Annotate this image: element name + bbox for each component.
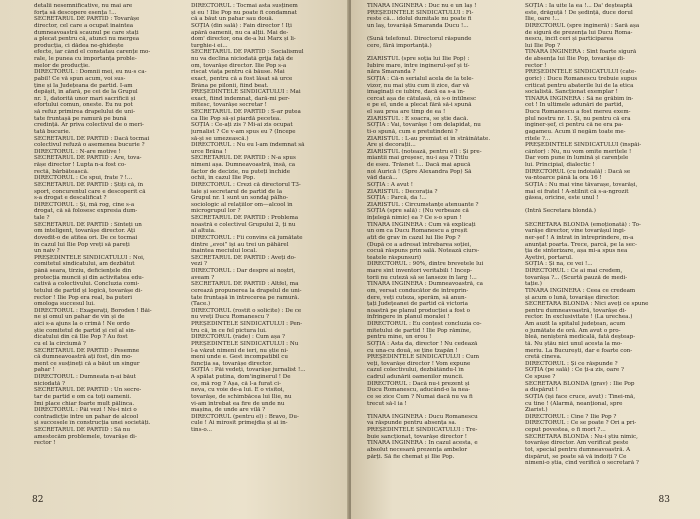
text-line: SECRETARUL DE PARTID : N-a spus xyxy=(191,155,296,162)
text-line: meni unde e. Gest incompatibil cu xyxy=(191,354,289,361)
text-line: ne și omul un pahar de vin și de xyxy=(34,314,125,321)
text-line: A spălat putina, dom'inginerul ! De xyxy=(191,374,291,380)
text-line: înțelegă nimic) ea ? Ce s-o spun ! xyxy=(367,215,462,221)
text-line: criticat pentru abaterile lui de la etica xyxy=(525,82,634,89)
text-line: aici s-a ajuns la o crimă ! Ne ordo xyxy=(34,321,130,327)
text-line: SECRETARUL DE PARTID : Are, tova- xyxy=(34,155,142,162)
text-line: DIRECTORUL : 90%, dintre brevetele lui xyxy=(367,261,484,268)
text-line: Ayetivi, portarul. xyxy=(525,254,573,261)
text-line: miantii mai greșesc, nu-i așa ? Titlu xyxy=(367,155,469,162)
text-line: tate fruntașă pe ramură pe bună xyxy=(34,115,127,122)
text-line: SOȚIA : Nu mai vine tăvarașe, tovarăși, xyxy=(525,181,638,188)
text-line: și eu ! Ilie Pop nu poate fi condamnat xyxy=(191,9,297,16)
text-line: PREȘEDINTELE SINDICATULUI : Fi- xyxy=(367,9,474,16)
text-line: înfrîngere în planul moralei ! xyxy=(367,314,450,321)
text-line: plul nostru nr. 1. Și, nu pentru că era xyxy=(525,115,631,122)
text-line: mitetului de partid ! Ilie Pop rămîne, xyxy=(367,327,472,334)
text-line: SECRETARUL DE PARTID : Tovarășe xyxy=(34,16,140,23)
text-line: ția de sinterizare, așa mi-a spus nea xyxy=(525,248,628,255)
text-line: neva, cu voie de-a lui. E o visitoi, xyxy=(191,387,285,394)
text-line: tovarășe, de schimbăcea lui Ilie, nu xyxy=(191,393,292,400)
text-line: noi Aurică ! (Spre Alexandra Pop) Să xyxy=(367,168,472,175)
text-line: efortului comun, oneste. Eu nu pot xyxy=(34,102,133,109)
text-line xyxy=(525,202,675,209)
text-line: cercat așa de cătulasă, că s-o întîlnesc xyxy=(367,95,477,102)
text-line: cet ! În ultimele adunări de partid, xyxy=(525,102,624,109)
text-line: ZIARISTUL : E soacra, se știe dacă. xyxy=(367,115,469,122)
text-line: să refuz primirea drapelului de uni- xyxy=(34,109,135,115)
text-line: SECRETARUL DE PARTID : Aveți do- xyxy=(191,254,296,261)
text-line: exact, fiind îndemnat, dară-mi per- xyxy=(191,95,290,102)
text-line: SOȚIA : Vai, tovarășe ! om delapidat, nu xyxy=(367,122,481,129)
text-line: TÎNĂRA INGINERĂ : Să ne grăbim în- xyxy=(525,95,634,102)
text-line: DIRECTORUL : Dumneata n-ai băut xyxy=(34,374,136,380)
text-line: PREȘEDINTELE SINDICATULUI : Mai xyxy=(191,89,301,96)
text-line: SECRETARUL DE PARTID : Să nu xyxy=(34,427,131,433)
text-line: director, cel care a ocupat înaintea xyxy=(34,22,134,29)
text-line: a dispărut ! xyxy=(525,387,558,394)
text-line: pentru mine, un erou ! xyxy=(367,334,432,341)
text-line: goric) : Ducu Romanescu trebuie supus xyxy=(525,75,638,82)
text-line: nu vreți Ducu Romanescu ? xyxy=(191,314,270,321)
text-line: ZIARISTUL : Circumstanțe atenuante ? xyxy=(367,201,479,208)
text-line: vizor, nu mai știu cum îi zice, dar vă xyxy=(367,82,470,89)
text-line: absolut necesară prezența ambelor xyxy=(367,446,468,453)
text-line: că a băut un pahar sau două. xyxy=(191,16,274,23)
text-line: exact, pentru că a fost lăsat să urce xyxy=(191,75,293,82)
left-page xyxy=(0,0,349,519)
text-line: rale, le punea cu importanța proble- xyxy=(34,56,137,62)
text-line: PREȘEDINTELE SINDICATULUI : Noi, xyxy=(34,254,145,261)
text-line: e pe el, unde a plecat fără să-i spună xyxy=(367,102,472,109)
text-line: riscat viața pentru că băuse. Mai xyxy=(191,69,285,76)
text-line: Am auzit la spitalul județean, acum xyxy=(525,321,626,327)
text-line: în cazul lui Ilie Pop vreți să pareți xyxy=(34,241,130,248)
text-line: TÎNĂRA INGINERĂ : Cum vă explicați xyxy=(367,221,476,228)
right-page-column-2 xyxy=(525,3,675,467)
text-line: SECRETARA BLONDĂ (grav) : Ilie Pop xyxy=(525,380,635,387)
text-line: contradicție între un pahar de alcool xyxy=(34,413,139,420)
text-line: cadrul adunării oamenilor muncii. xyxy=(367,374,464,380)
text-line: PREȘEDINTELE SINDICATULUI : Tre- xyxy=(367,427,478,433)
right-page xyxy=(351,0,700,519)
text-line: și acum o lună, tovarășe director. xyxy=(525,294,620,301)
text-line: credință. Ar priva colectivul de o meri- xyxy=(34,122,144,129)
text-line: DIRECTORUL (râde) : Cum așa ? xyxy=(191,334,285,341)
text-line: imaginați ce iubire, dacă ea s-a în- xyxy=(367,89,465,96)
text-line: tate fruntașă în întrecerea pe ramură. xyxy=(191,294,300,301)
text-line: DIRECTORUL : Păi vezi ! Nu-i nici o xyxy=(34,407,137,414)
text-line: ZIARISTUL : Decorația ? xyxy=(367,188,438,195)
text-line: DIRECTORUL : Ce se poate ? Ori a pri- xyxy=(525,420,637,427)
text-line: cu tine ! (Alarmă, neanțional, spre xyxy=(525,400,623,407)
text-line: DIRECTORUL (pentru el) : Bravo, Du- xyxy=(191,413,299,420)
text-line: dumneavoastră scaunul pe care stați xyxy=(34,29,139,36)
text-line: PREȘEDINTELE SINDICATULUI : Nu xyxy=(191,340,299,347)
text-line: pentru dumneavoastră, tovarășe di- xyxy=(525,307,627,314)
text-line: SECRETARUL DE PARTID : Un secre- xyxy=(34,387,142,394)
text-line: și succesele în construcția unei societăți. xyxy=(34,420,151,427)
text-line: om, tovarășe director. Ilie Pop s-a xyxy=(191,62,287,69)
text-line: DIRECTORUL : Ce ai mai credem, xyxy=(525,268,623,274)
text-line: tins-o... xyxy=(191,427,213,433)
text-line: Iubire mare, între inginerul-șef și tî- xyxy=(367,62,470,69)
text-line: ner-șef ! A intrat în întreprindere, m-a xyxy=(525,234,634,241)
text-line: tată bucurie. xyxy=(34,128,71,135)
text-line: Ducu Romanescu, aducând-o la nea- xyxy=(367,387,471,394)
text-line: forța să descopere esența !... xyxy=(34,9,117,16)
text-line: socialistă. Sancționat exemplar ! xyxy=(525,89,618,96)
text-line: SOȚIA : Ce-ați zis ? Mi-ai zis ocupat xyxy=(191,122,293,129)
text-line: va-ntoarce până la ora 16 ! xyxy=(525,175,602,182)
text-line: melor de producție. xyxy=(34,62,90,69)
text-line: noastră pe planul producției a fost o xyxy=(367,307,471,314)
text-line: tar de partid e om ca toți oamenii. xyxy=(34,393,132,400)
text-line: bleă, nenișteră medicală, fată deșteap- xyxy=(525,334,636,341)
text-line: TÎNĂRA INGINERĂ : Sînt foarte sigură xyxy=(525,49,637,56)
text-line: înaintea meciului local. xyxy=(191,248,258,255)
text-line: dispărut, se poate să vă îndoiți ? Ce xyxy=(525,453,627,460)
text-line: DIRECTORUL : Dacă nu-i prezent și xyxy=(367,380,470,387)
left-page-column-1 xyxy=(34,3,184,447)
text-line: vezi ? xyxy=(191,261,207,268)
text-line: rector ! Ilie Pop era real, ba puteri xyxy=(34,294,133,301)
text-line: Dar vom pune în lumină și carențele xyxy=(525,155,629,162)
text-line: inginer-șef, ci pentru că ne era pa- xyxy=(525,122,624,129)
text-line: nescu, încît ceri și participarea xyxy=(525,36,614,43)
text-line: tale ? xyxy=(34,215,50,221)
text-line: aveam ? xyxy=(191,274,215,281)
text-line: părți. Să fie chemat și Ilie Pop. xyxy=(367,453,455,460)
text-line: pahar ! xyxy=(34,367,55,374)
text-line: nimeni-o știa, cînd verifică o secretară ? xyxy=(525,460,639,467)
text-line: jurnalist ? Ce v-am spus eu ? (Începe xyxy=(191,128,296,135)
text-line: el sau prea are timp de ea ! xyxy=(367,109,446,115)
text-line: DIRECTORUL (cu indoială) : Dacă se xyxy=(525,168,631,175)
text-line: ceput povestea, o fi mort ?... xyxy=(525,427,606,433)
text-line: cântor) : Nu, nu vom omite meritele ! xyxy=(525,148,632,155)
text-line: cere, fără importanță.) xyxy=(367,42,432,49)
text-line: un naiv ? xyxy=(34,248,60,255)
text-line: rector ! xyxy=(34,440,56,447)
text-line: amestecăm problemele, tovarășe di- xyxy=(34,433,137,440)
text-line: SECRETARUL DE PARTID : Știți că, în xyxy=(34,181,144,188)
text-line: mai ei fratel ! A-ntîlnit că s-a-ngrozit xyxy=(525,188,629,195)
text-line: turghie-i ei... xyxy=(191,42,228,49)
text-line: mare sînt inventori veritabili ! Încep- xyxy=(367,268,473,274)
right-page-column-1 xyxy=(367,3,517,460)
text-line: DIRECTORUL : Exagerați, Boroden ! Băi- xyxy=(34,307,152,314)
text-line: meriu. La București, dar e foarte con- xyxy=(525,347,633,354)
left-page-column-2 xyxy=(191,3,341,434)
text-line: detalii nesemnificative, nu mai are xyxy=(34,3,133,9)
text-line: cerează propunerea la drapelul de uni- xyxy=(191,287,302,294)
text-line: SOȚIA : Parcă, da !... xyxy=(367,195,427,202)
text-line: DIRECTORUL : Cine ? Ilie Pop ? xyxy=(525,413,617,420)
text-line: colectivul refuză o asemenea bucurie ? xyxy=(34,142,145,149)
text-line: cu el la circiumă ? xyxy=(34,340,86,347)
text-line: DIRECTORUL : Și, mă rog, cine s-a xyxy=(34,201,135,208)
text-line: reste că... idolul dumitale nu poate fi xyxy=(367,16,472,23)
text-line: SECRETARA BLONDĂ : Nu-i știu nimic, xyxy=(525,433,638,440)
text-line: SOȚIA : Și na, ce vei !... xyxy=(525,261,593,268)
text-line: Ilie, oare !... xyxy=(525,16,560,23)
text-line: SECRETARUL DE PARTID : Altfel, ma xyxy=(191,281,299,288)
text-line: veți, tovarășe director ! Vom expune xyxy=(367,360,471,367)
text-line: știe comitetul de partid și cel al sin- xyxy=(34,327,136,334)
text-line: PREȘEDINTELE SINDICATULUI : Cum xyxy=(367,354,480,361)
text-line: ritele ?... xyxy=(525,135,551,142)
text-line: protecția muncii și din activitatea edu- xyxy=(34,274,144,281)
text-line: buie sancționat, tovarășe director ! xyxy=(367,433,468,440)
text-line xyxy=(367,30,517,37)
text-line: PREȘEDINTELE SINDICATULUI (cate- xyxy=(525,69,637,76)
text-line: un om ca Ducu Romanescu a greșit xyxy=(367,228,468,235)
text-line: Ducu Romanescu a fost mereu exem- xyxy=(525,109,631,115)
text-line: dovedit-o de atîtea ori. De ce tocmai xyxy=(34,234,138,241)
text-line: ca Ilie Pop să-și piardă pecetea. xyxy=(191,115,281,122)
text-line: DIRECTORUL : Ce spui, frate ? !... xyxy=(34,175,133,182)
text-line: că dumneavoastră ați fost, din mo- xyxy=(34,354,133,361)
left-page-number: 82 xyxy=(32,495,44,505)
text-line: tovarășe director. Am verificat peste xyxy=(525,440,629,447)
text-line: SECRETARA BLONDĂ : Nici aveți ce spune xyxy=(525,301,649,308)
text-line: tot, special pentru dumneavoastră. A xyxy=(525,446,631,453)
text-line: torii nu cuteză să se lanseze în larg !... xyxy=(367,274,477,281)
text-line: un laș, tovarășă Smaranda Ducu !... xyxy=(367,22,469,29)
text-line: producția, ci dădea ne-ghidește xyxy=(34,42,124,49)
text-line: al altuia. xyxy=(191,228,216,235)
text-line: (Sună telefonul. Directorul răspunde xyxy=(367,36,472,43)
text-line: ti-o spună, cum e pretutindeni ? xyxy=(367,128,458,135)
text-line: cu una-cu două, se ține tzapăn ! xyxy=(367,347,458,354)
text-line: de eseu. Trăsnet !... Dacă mai apucă xyxy=(367,162,471,168)
text-line: SOȚIA (pe sală) : Ce ți-a zis, oare ? xyxy=(525,367,625,374)
text-line: SECRETARUL DE PARTID : S-ar putea xyxy=(191,109,301,115)
text-line: dicatului din că Ilie Pop ? Au fost xyxy=(34,334,128,341)
text-line: cativă a colectivului. Concluzia comi- xyxy=(34,281,140,288)
text-line: văd dacă... xyxy=(367,175,398,182)
text-line: SOȚIA : Că-n serialul acela de la tele- xyxy=(367,75,474,82)
text-line: Are și decorații... xyxy=(367,142,416,149)
text-line: SECRETARUL DE PARTID : Socialismul xyxy=(191,49,304,56)
text-line: tație.) xyxy=(525,281,542,288)
text-line: ce, mă rog ? Așa, că l-a furat ci- xyxy=(191,380,281,387)
text-line: Ce spuse ? xyxy=(525,374,556,380)
text-line: DIRECTORUL : Și ce răspunde ? xyxy=(525,360,618,367)
text-line: tovarășa ?... (Scurtă pauză de medi- xyxy=(525,274,628,281)
text-line: a plecat pentru că, atunci nu mergea xyxy=(34,36,140,43)
text-line: varășe director, vine tovarășul ingi- xyxy=(525,228,626,235)
text-line: taie și secretarul de partid de la xyxy=(191,188,283,195)
text-line: lui Ilie Pop ? xyxy=(525,42,561,49)
text-line: omologa succesul lui. xyxy=(34,301,95,308)
text-line: Brâna pe pilonii, fiind beat. xyxy=(191,82,269,89)
text-line: gagameu. Acum îl negăm toate me- xyxy=(525,128,626,135)
text-line: dere, veți cuteza, sperăm, să anun- xyxy=(367,294,467,301)
text-line: rector. În exclusivitate ! (La urechea.) xyxy=(525,314,633,321)
text-line: lui. Principial, dialectic ! xyxy=(525,162,595,168)
text-line: este, drăguță ! De ședință, duce dorul xyxy=(525,9,633,16)
text-line: trecut să-l ia ! xyxy=(367,400,407,407)
text-line: mașina, de unde are vilă ? xyxy=(191,407,266,414)
text-line: ment ce susțineți că a băut un singur xyxy=(34,360,140,367)
text-line: om, versat conducător de întreprin- xyxy=(367,287,469,294)
text-line: efecte, iar când el constatau carențe mo- xyxy=(34,49,151,56)
text-line: găsea, oricine, este unul ! xyxy=(525,195,599,202)
text-line: cretă cineva. xyxy=(525,354,562,361)
text-line: TÎNĂRA INGINERĂ : Duc nu e un laș ! xyxy=(367,3,477,9)
text-line: DIRECTORUL (spre ingineră) : Sară așa xyxy=(525,22,640,29)
text-line: DIRECTORUL : Fii convins că jumătate xyxy=(191,234,303,241)
text-line: Îmi place chiar foarte mult pălinca. xyxy=(34,400,135,407)
text-line: rășe director ! Lupta n-a fost co- xyxy=(34,162,127,168)
text-line: ZIARISTUL (spre soția lui Ilie Pop) : xyxy=(367,56,470,62)
text-line: până seara, tîrziu, deficiențele din xyxy=(34,268,132,274)
text-line: tă. Nu ștău nici unul acesta la mo- xyxy=(525,340,623,347)
text-line: SECRETARUL DE PARTID : Sînteți un xyxy=(34,221,142,228)
text-line: apără oamenii, nu ca alții. Mai de- xyxy=(191,29,289,36)
text-line: TÎNĂRA INGINERĂ : Ceea ce credeam xyxy=(525,287,636,294)
text-line: ZIARISTUL : L-au premiat ei în străinătate. xyxy=(367,135,491,142)
text-line: ține și la Județeana de partid. I-am xyxy=(34,82,133,89)
text-line: drogat, că să folosesc expresia dum- xyxy=(34,208,138,215)
text-line: tru că, în ce fel pictura lui. xyxy=(191,327,267,334)
text-line: (După ce a adresat întrebarea soției, xyxy=(367,241,472,248)
text-line xyxy=(367,407,517,414)
text-line: (Intră Secretara blondă.) xyxy=(525,208,596,215)
text-line: cazul colectivului, dezbătându-l în xyxy=(367,367,464,374)
text-line: SECRETARA BLONDĂ (emoționată) : To- xyxy=(525,221,641,228)
text-line: SOȚIA (din sală) : Fain director ! Îți xyxy=(191,22,292,29)
text-line: factor de decizie, nu puteți închide xyxy=(191,168,291,175)
text-line: ce se zice Cum ? Numai dacă nu va fi xyxy=(367,393,473,400)
text-line: o jumătate de oră. Am avut o pro- xyxy=(525,327,621,334)
text-line: dintre „evoi” își au trei un păhărel xyxy=(191,241,289,248)
text-line: (Tace.) xyxy=(191,301,211,308)
text-line: l-a văzut nimeni de ieri, nu știe ni- xyxy=(191,347,289,354)
text-line: comitetul sindicatului, am dezbătut xyxy=(34,261,135,268)
text-line: DIRECTORUL : Crezi că directorul T3- xyxy=(191,181,301,188)
text-line: anunțat poarta. Trece, parcă, pe la sec- xyxy=(525,241,637,248)
text-line: atît de grav în cazul lui Ilie Pop ? xyxy=(367,234,461,241)
text-line: depășit, în afară, pe cei de la Grupul xyxy=(34,89,138,96)
text-line: să-și se umezească.) xyxy=(191,135,249,142)
text-line: SECRETARUL DE PARTID : Problema xyxy=(191,215,299,221)
text-line: niciodată ? xyxy=(34,380,65,387)
text-line: va răspunde pentru absența sa. xyxy=(367,420,457,427)
text-line: ZIARISTUL (notează, pentru el) : Și pre- xyxy=(367,148,482,155)
text-line: rectă, bărbătească. xyxy=(34,168,89,175)
text-line xyxy=(525,215,675,222)
text-line: cule ! Ai mirosit primejdia și ai in- xyxy=(191,420,288,427)
text-line: nimeni așa. Dumneavoastră, însă, ca xyxy=(191,162,296,168)
text-line: SECRETARUL DE PARTID : Dacă tocmai xyxy=(34,135,150,142)
right-page-number: 83 xyxy=(658,495,670,505)
text-line: pabil! Ce vă spun acum, voi sus- xyxy=(34,75,126,82)
text-line: SOȚIA (își face cruce, avut) : Tînei-mă, xyxy=(525,393,636,400)
text-line: nr. 1, datorită unor mari sacrificii și xyxy=(34,95,136,102)
text-line: SOȚIA : Ia uite la ea !... Da' deșteaptă xyxy=(525,3,633,9)
text-line: s-a drogat e descalificat ? xyxy=(34,195,107,202)
text-line: DIRECTORUL : Dar despre ai noștri, xyxy=(191,268,296,274)
text-line: nu va declina niciodată grija față de xyxy=(191,56,294,62)
text-line: PREȘEDINTELE SINDICATULUI (înspăi- xyxy=(525,142,642,149)
text-line: tetului de partid și logică, tovarășe di- xyxy=(34,287,143,294)
text-line: de absența lui Ilie Pop, tovarășe di- xyxy=(525,56,625,62)
text-line: DIRECTORUL : N-are motive ! xyxy=(34,148,121,155)
text-line: mitesc, tovarășe secretar ! xyxy=(191,102,267,109)
text-line: TÎNĂRA INGINERĂ : Dumneavoastră, ca xyxy=(367,281,484,288)
text-line: funcția sa, tovarășe director. xyxy=(191,360,273,367)
text-line: noastră e colectivul Grupului 2, ți nu xyxy=(191,221,296,228)
text-line: Ziarist.) xyxy=(525,407,548,414)
text-line: teatele răspunsuri) xyxy=(367,254,422,261)
text-line: DIRECTORUL : Tocmai asta susținem xyxy=(191,3,298,9)
text-line: SOȚIA : Asta da, director ! Nu cedează xyxy=(367,340,478,347)
text-line: de sigură de prezența lui Ducu Roma- xyxy=(525,29,633,36)
text-line: PREȘEDINTELE SINDICATULUI : Pen- xyxy=(191,321,303,327)
text-line: microgrupul lor ? xyxy=(191,208,241,215)
text-line: țați Județeanei de partid că victoria xyxy=(367,301,468,308)
text-line: om inteligent, tovarășe director. Ați xyxy=(34,228,136,235)
text-line: Grupul nr. 1 sunt un sondaj pălho- xyxy=(191,195,288,202)
text-line: TÎNĂRA INGINERĂ : Ducu Romanescu xyxy=(367,413,478,420)
text-line: cocuă răspuns prin sală. Notează ciurs- xyxy=(367,248,480,255)
text-line: SOȚIA : Păi vedeți, tovarășe jurnalist !... xyxy=(191,367,306,374)
text-line: sociologic al relațiilor om—alcool în xyxy=(191,201,293,208)
text-line: DIRECTORUL : Domnii mei, eu nu-s ca- xyxy=(34,69,147,76)
text-line: vi-am întrebat ea fire de unde nu xyxy=(191,400,285,407)
text-line: SECRETARUL DE PARTID : Pesemne xyxy=(34,347,140,354)
text-line: năra Smaranda ? xyxy=(367,69,416,76)
text-line: DIRECTORUL : Eu conțest concluzia co- xyxy=(367,321,482,327)
text-line: rector ! xyxy=(525,62,547,69)
text-line: urce Brâna ! xyxy=(191,148,227,155)
text-line: sport, concurentul care e descoperit că xyxy=(34,188,146,195)
text-line: ochii, în cazul Ilie Pop. xyxy=(191,175,256,182)
text-line: DIRECTORUL : Nu eu l-am îndemnat să xyxy=(191,142,305,149)
text-line: SOȚIA (spre sală) : (Nu verbeaze că xyxy=(367,208,469,215)
text-line: TÎNĂRA INGINERĂ : În cazul acesta, e xyxy=(367,440,478,447)
text-line: dom' director, ona de-a lui Marx și li- xyxy=(191,36,296,43)
text-line xyxy=(367,49,517,56)
text-line: DIRECTORUL (rostit o solicite) : De ce xyxy=(191,307,302,314)
text-line: SOȚIA : A avut ! xyxy=(367,181,414,188)
